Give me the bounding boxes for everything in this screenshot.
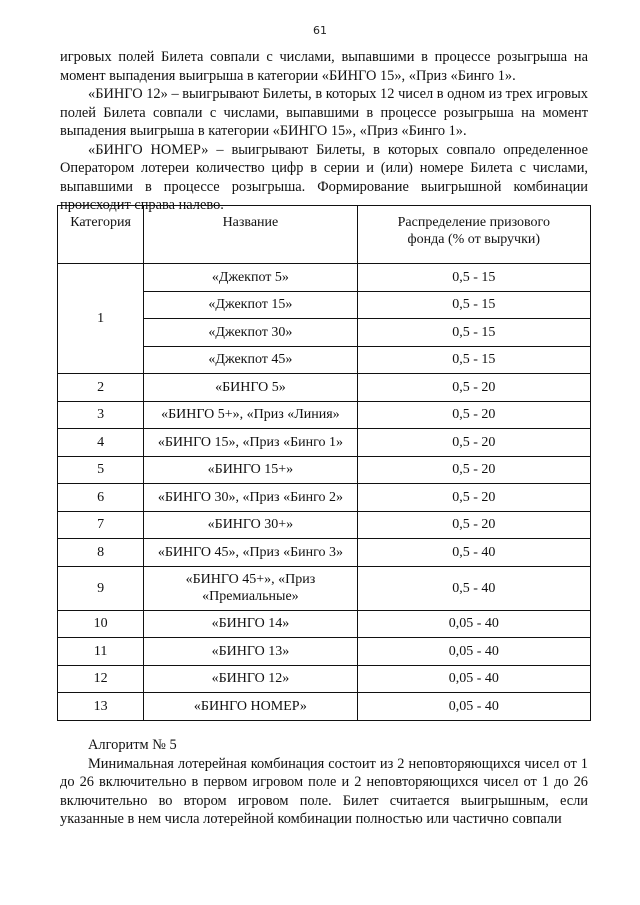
distribution-cell: 0,5 - 15 [357,291,590,319]
name-cell: «Джекпот 45» [144,346,357,374]
name-cell: «Джекпот 5» [144,264,357,292]
distribution-cell: 0,5 - 20 [357,401,590,429]
name-cell: «БИНГО 14» [144,610,357,638]
distribution-cell: 0,5 - 15 [357,264,590,292]
name-cell: «БИНГО 30+» [144,511,357,539]
name-cell: «БИНГО 5» [144,374,357,402]
category-cell: 5 [58,456,144,484]
table-row [58,693,591,721]
name-cell: «Джекпот 15» [144,291,357,319]
name-cell: «БИНГО 13» [144,638,357,666]
algorithm-title: Алгоритм № 5 [88,737,177,753]
category-cell: 3 [58,401,144,429]
name-cell: «БИНГО 45+», «Приз «Премиальные» [144,566,357,610]
name-cell: «БИНГО 30», «Приз «Бинго 2» [144,484,357,512]
table-row [58,264,591,292]
header-category: Категория [58,206,144,264]
category-cell: 9 [58,566,144,610]
table-row [58,539,591,567]
distribution-cell: 0,5 - 20 [357,429,590,457]
category-cell: 1 [58,264,144,374]
category-cell: 13 [58,693,144,721]
category-cell: 2 [58,374,144,402]
distribution-cell: 0,5 - 20 [357,484,590,512]
name-cell: «БИНГО 45», «Приз «Бинго 3» [144,539,357,567]
distribution-cell: 0,5 - 15 [357,319,590,347]
table-row [58,456,591,484]
algorithm-text: Минимальная лотерейная комбинация состоит из 2 неповторяющихся чисел от 1 до 26 включительно в первом игровом поле и 2 неповторяющихся чисел от 1 до 26 включительно во втором игровом поле. Билет считается выигрышным, если указанные в нем числа лотерейной комбинации полностью или частично совпали [60,755,588,827]
header-name: Название [144,206,357,264]
category-cell: 6 [58,484,144,512]
name-cell: «БИНГО 12» [144,665,357,693]
category-cell: 11 [58,638,144,666]
category-cell: 7 [58,511,144,539]
table-header-row [58,206,591,264]
distribution-cell: 0,05 - 40 [357,610,590,638]
table-row [58,484,591,512]
distribution-cell: 0,5 - 40 [357,566,590,610]
page-number: 61 [313,24,327,37]
intro-paragraph-bingo-nomer: «БИНГО НОМЕР» – выигрывают Билеты, в которых совпало определенное Оператором лотереи количество цифр в серии и (или) номере Билета с числами, выпавшими в процессе розыгрыша. Формирование выигрышной комбинации происходит справа налево. [60,141,588,213]
distribution-cell: 0,5 - 40 [357,539,590,567]
category-cell: 10 [58,610,144,638]
table-row [58,511,591,539]
intro-paragraph-bingo-12: «БИНГО 12» – выигрывают Билеты, в которых 12 чисел в одном из трех игровых полей Билета совпали с числами, выпавшими в процессе розыгрыша на момент выпадения выигрыша в категории «БИНГО 15», «Приз «Бинго 1». [60,86,588,139]
table-row [58,401,591,429]
name-cell: «БИНГО 15», «Приз «Бинго 1» [144,429,357,457]
name-cell: «Джекпот 30» [144,319,357,347]
name-cell: «БИНГО 5+», «Приз «Линия» [144,401,357,429]
prize-table [57,205,591,721]
name-cell: «БИНГО 15+» [144,456,357,484]
category-cell: 4 [58,429,144,457]
distribution-cell: 0,5 - 20 [357,511,590,539]
category-cell: 12 [58,665,144,693]
intro-paragraph-1: игровых полей Билета совпали с числами, выпавшими в процессе розыгрыша на момент выпадения выигрыша в категории «БИНГО 15», «Приз «Бинго 1». [60,49,588,84]
distribution-cell: 0,05 - 40 [357,638,590,666]
category-cell: 8 [58,539,144,567]
distribution-cell: 0,5 - 15 [357,346,590,374]
distribution-cell: 0,05 - 40 [357,693,590,721]
table-row [58,566,591,610]
distribution-cell: 0,05 - 40 [357,665,590,693]
table-row [58,665,591,693]
algorithm-section [60,736,588,829]
table-row [58,638,591,666]
table-row [58,610,591,638]
intro-text [60,48,588,215]
distribution-cell: 0,5 - 20 [357,374,590,402]
table-row [58,374,591,402]
name-cell: «БИНГО НОМЕР» [144,693,357,721]
header-distribution: Распределение призового фонда (% от выручки) [357,206,590,264]
distribution-cell: 0,5 - 20 [357,456,590,484]
table-row [58,429,591,457]
